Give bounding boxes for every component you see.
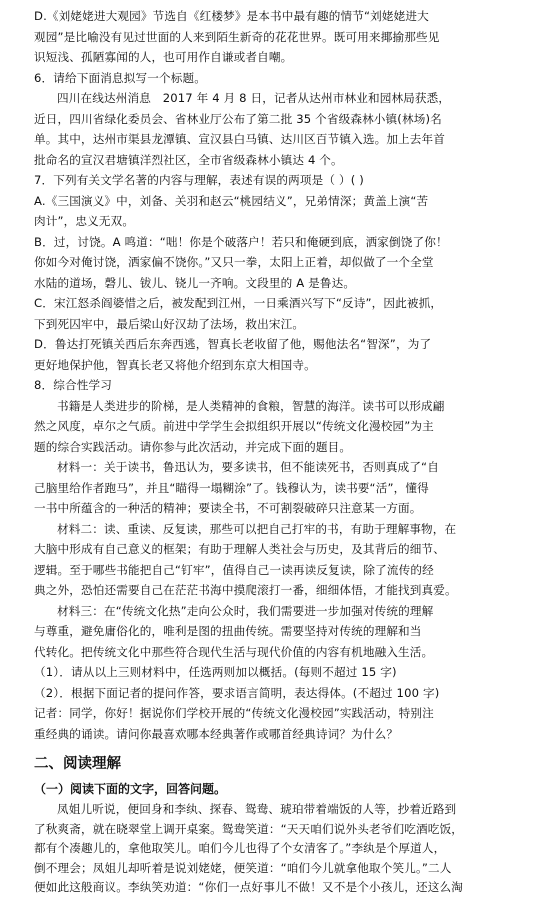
text-line: 观园”是比喻没有见过世面的人来到陌生新奇的花花世界。既可用来揶揄那些见 [34,29,440,44]
question-7-prompt: 7．下列有关文学名著的内容与理解，表述有误的两项是（ ）( ) [34,173,364,187]
text-line: 下到死囚牢中，最后梁山好汉劫了法场，救出宋江。 [34,316,305,331]
text-line: 一书中所蕴含的一种活的精神；要读全书，不可割裂破碎只注意某一方面。 [34,501,422,515]
text-line: 近日，四川省绿化委员会、省林业厅公布了第二批 35 个省级森林小镇(林场)名 [34,111,442,126]
text-line: 识短浅、孤陋寡闻的人，也可用作自谦或者自嘲。 [34,50,293,64]
text-line: 便如此这般商议。李纨笑劝道：“你们一点好事儿不做！又不是个小孩儿，还这么淘 [34,880,463,894]
text-line: 典之外，恐怕还需要自己在茫茫书海中摸爬滚打一番，细细体悟，才能找到真爱。 [34,583,457,597]
text-line: 代转化。把传统文化中那些符合现代生活与现代价值的内容有机地融入生活。 [34,644,434,659]
reading-passage [34,800,529,898]
question-8-prompt: 8．综合性学习 [34,378,112,392]
sub-question-1: （1）．请从以上三则材料中，任选两则加以概括。(每则不超过 15 字) [34,665,397,679]
sub-question-2: （2）．根据下面记者的提问作答，要求语言简明，表达得体。(不超过 100 字) [34,685,440,700]
text-line: 书籍是人类进步的阶梯，是人类精神的食粮，智慧的海洋。读书可以形成翩 [57,398,445,413]
text-line: 重经典的诵读。请问你最喜欢哪本经典著作或哪首经典诗词？为什么？ [34,726,399,741]
text-line: 大脑中形成有自己意义的框架；有助于理解人类社会与历史，及其背后的细节、 [34,542,446,556]
text-line: 肉计”，忠义无双。 [34,214,135,228]
text-line: 你如今对俺讨饶，洒家偏不饶你。”又只一拳，太阳上正着，却似做了一个全堂 [34,255,434,269]
option-a: A.《三国演义》中，刘备、关羽和赵云“桃园结义”，兄弟情深；黄盖上演“苦 [34,193,429,208]
text-line: 都有个凑趣儿的，拿他取笑儿。咱们今儿也得了个女清客了。”李纨是个厚道人， [34,841,446,855]
text-line: 然之风度，卓尔之气质。前进中学学生会拟组织开展以“传统文化漫校园”为主 [34,419,434,433]
text-line: 与尊重，避免庸俗化的，唯利是图的扭曲传统。需要坚持对传统的理解和当 [34,624,422,638]
text-line: 了秋爽斋，就在晓翠堂上调开桌案。鸳鸯笑道：“天天咱们说外头老爷们吃酒吃饭， [34,821,463,836]
question-7 [34,170,529,375]
text-line: 倒不理会；凤姐儿却听着是说刘姥姥，便笑道：“咱们今儿就拿他取个笑儿。”二人 [34,860,452,875]
text-line: 更好地保护他，智真长老又将他介绍到东京大相国寺。 [34,357,316,372]
question-6-prompt: 6．请给下面消息拟写一个标题。 [34,70,206,85]
material-1: 材料一：关于读书，鲁迅认为，要多读书，但不能读死书，否则真成了“自 [57,460,439,474]
option-c: C．宋江怒杀阎婆惜之后，被发配到江州，一日乘酒兴写下“反诗”，因此被抓， [34,296,443,310]
text-line: 逻辑。至于哪些书能把自己“钉牢”，值得自己一读再读反复读，除了流传的经 [34,562,434,577]
text-line: 凤姐儿听说，便回身和李纨、探春、鸳鸯、琥珀带着端饭的人等，抄着近路到 [57,802,457,816]
subsection-heading: （一）阅读下面的文字，回答问题。 [34,782,227,796]
text-line: 题的综合实践活动。请你参与此次活动，并完成下面的题目。 [34,439,352,454]
text-line: 水陆的道场，磬儿、钹儿、铙儿一齐响。文段里的 A 是鲁达。 [34,275,356,290]
option-d: D．鲁达打死镇关西后东奔西逃，智真长老收留了他，赐他法名“智深”，为了 [34,337,432,351]
text-line: 记者：同学，你好！据说你们学校开展的“传统文化漫校园”实践活动，特别注 [34,706,434,720]
material-3: 材料三：在“传统文化热”走向公众时，我们需要进一步加强对传统的理解 [57,603,434,618]
question-6 [34,68,529,171]
text-line: 批命名的宣汉君塘镇洋烈社区，全市省级森林小镇达 4 个。 [34,152,343,167]
text-line: 单。其中，达州市渠县龙潭镇、宣汉县白马镇、达川区百节镇入选。加上去年首 [34,132,446,146]
text-line: 四川在线达州消息 2017 年 4 月 8 日，记者从达州市林业和园林局获悉， [57,91,451,105]
text-line: 己脑里给作者跑马”，并且“瞄得一塌糊涂”了。钱穆认为，读书要“活”，懂得 [34,480,429,495]
text-line: D.《刘姥姥进大观园》节选自《红楼梦》是本书中最有趣的情节“刘姥姥进大 [34,9,429,23]
material-2: 材料二：读、重读、反复读，那些可以把自己打牢的书，有助于理解事物，在 [57,521,457,536]
option-b: B．过，讨饶。A 鸣道：“咄！你是个破落户！若只和俺硬到底，洒家倒饶了你！ [34,234,448,249]
question-8 [34,375,529,744]
section-heading: 二、阅读理解 [34,756,121,772]
question-5-option-d [34,6,529,68]
